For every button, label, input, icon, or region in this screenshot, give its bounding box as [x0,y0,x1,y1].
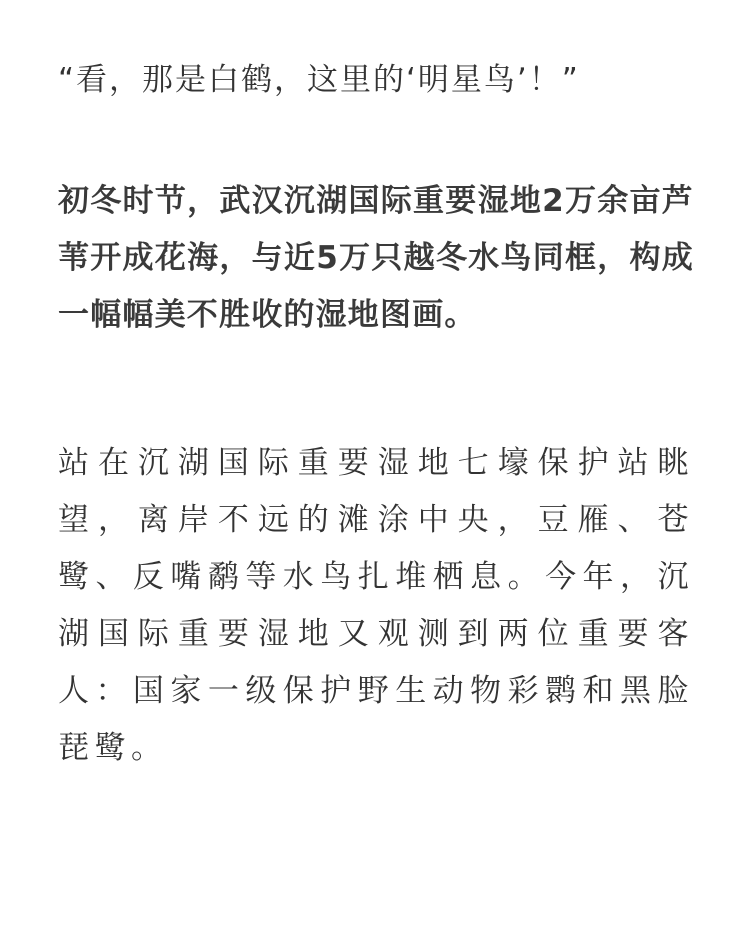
body-paragraph: 站在沉湖国际重要湿地七壕保护站眺望，离岸不远的滩涂中央，豆雁、苍鹭、反嘴鹬等水鸟扎堆栖息。今年，沉湖国际重要湿地又观测到两位重要客人：国家一级保护野生动物彩鹮和黑脸琵鹭。 [58,445,694,766]
quote-line: “看，那是白鹤，这里的‘明星鸟’！” [58,62,580,98]
article-body [58,52,694,777]
bold-lead-paragraph: 初冬时节，武汉沉湖国际重要湿地2万余亩芦苇开成花海，与近5万只越冬水鸟同框，构成一幅幅美不胜收的湿地图画。 [58,183,694,333]
